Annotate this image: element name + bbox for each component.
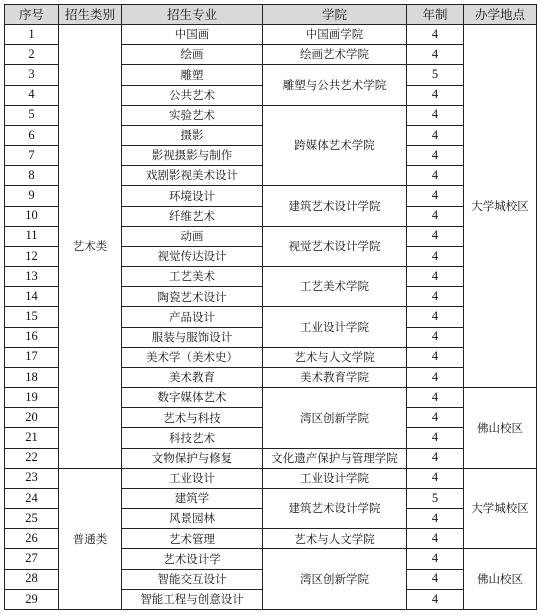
major-cell: 绘画 (122, 45, 263, 65)
years-cell: 4 (407, 105, 464, 125)
college-cell: 建筑艺术设计学院 (263, 186, 407, 226)
serial-cell: 29 (5, 589, 59, 609)
major-cell: 美术教育 (122, 367, 263, 387)
college-cell: 艺术与人文学院 (263, 347, 407, 367)
years-cell: 4 (407, 549, 464, 569)
serial-cell: 14 (5, 287, 59, 307)
serial-cell: 16 (5, 327, 59, 347)
college-cell: 工业设计学院 (263, 307, 407, 347)
major-cell: 风景园林 (122, 509, 263, 529)
header-category: 招生类别 (59, 5, 122, 25)
header-location: 办学地点 (464, 5, 537, 25)
location-cell: 佛山校区 (464, 388, 537, 469)
college-cell: 视觉艺术设计学院 (263, 226, 407, 266)
years-cell: 4 (407, 468, 464, 488)
years-cell: 4 (407, 146, 464, 166)
college-cell: 湾区创新学院 (263, 549, 407, 610)
serial-cell: 5 (5, 105, 59, 125)
major-cell: 科技艺术 (122, 428, 263, 448)
major-cell: 美术学（美术史） (122, 347, 263, 367)
table-row (5, 468, 537, 488)
years-cell: 4 (407, 307, 464, 327)
years-cell: 4 (407, 246, 464, 266)
years-cell: 4 (407, 267, 464, 287)
years-cell: 4 (407, 226, 464, 246)
category-cell: 艺术类 (59, 25, 122, 469)
years-cell: 4 (407, 428, 464, 448)
major-cell: 动画 (122, 226, 263, 246)
serial-cell: 15 (5, 307, 59, 327)
college-cell: 工业设计学院 (263, 468, 407, 488)
years-cell: 4 (407, 25, 464, 45)
years-cell: 5 (407, 65, 464, 85)
serial-cell: 25 (5, 509, 59, 529)
years-cell: 4 (407, 287, 464, 307)
serial-cell: 27 (5, 549, 59, 569)
major-cell: 智能交互设计 (122, 569, 263, 589)
major-cell: 戏剧影视美术设计 (122, 166, 263, 186)
serial-cell: 18 (5, 367, 59, 387)
major-cell: 纤维艺术 (122, 206, 263, 226)
years-cell: 4 (407, 448, 464, 468)
serial-cell: 26 (5, 529, 59, 549)
major-cell: 数字媒体艺术 (122, 388, 263, 408)
years-cell: 4 (407, 45, 464, 65)
header-college: 学院 (263, 5, 407, 25)
college-cell: 中国画学院 (263, 25, 407, 45)
years-cell: 4 (407, 529, 464, 549)
serial-cell: 20 (5, 408, 59, 428)
college-cell: 绘画艺术学院 (263, 45, 407, 65)
serial-cell: 6 (5, 125, 59, 145)
major-cell: 文物保护与修复 (122, 448, 263, 468)
admission-majors-table (4, 4, 537, 610)
serial-cell: 4 (5, 85, 59, 105)
major-cell: 公共艺术 (122, 85, 263, 105)
header-row (5, 5, 537, 25)
serial-cell: 9 (5, 186, 59, 206)
header-major: 招生专业 (122, 5, 263, 25)
college-cell: 跨媒体艺术学院 (263, 105, 407, 186)
major-cell: 工艺美术 (122, 267, 263, 287)
table-body (5, 25, 537, 610)
major-cell: 智能工程与创意设计 (122, 589, 263, 609)
serial-cell: 3 (5, 65, 59, 85)
serial-cell: 10 (5, 206, 59, 226)
major-cell: 实验艺术 (122, 105, 263, 125)
major-cell: 中国画 (122, 25, 263, 45)
serial-cell: 24 (5, 488, 59, 508)
college-cell: 工艺美术学院 (263, 267, 407, 307)
serial-cell: 19 (5, 388, 59, 408)
serial-cell: 17 (5, 347, 59, 367)
serial-cell: 2 (5, 45, 59, 65)
college-cell: 文化遗产保护与管理学院 (263, 448, 407, 468)
years-cell: 5 (407, 488, 464, 508)
major-cell: 摄影 (122, 125, 263, 145)
college-cell: 艺术与人文学院 (263, 529, 407, 549)
header-serial: 序号 (5, 5, 59, 25)
location-cell: 大学城校区 (464, 468, 537, 549)
table-row (5, 25, 537, 45)
serial-cell: 22 (5, 448, 59, 468)
years-cell: 4 (407, 125, 464, 145)
years-cell: 4 (407, 367, 464, 387)
serial-cell: 8 (5, 166, 59, 186)
major-cell: 艺术与科技 (122, 408, 263, 428)
years-cell: 4 (407, 186, 464, 206)
years-cell: 4 (407, 589, 464, 609)
serial-cell: 23 (5, 468, 59, 488)
years-cell: 4 (407, 408, 464, 428)
years-cell: 4 (407, 388, 464, 408)
serial-cell: 21 (5, 428, 59, 448)
serial-cell: 13 (5, 267, 59, 287)
years-cell: 4 (407, 327, 464, 347)
serial-cell: 1 (5, 25, 59, 45)
college-cell: 湾区创新学院 (263, 388, 407, 449)
location-cell: 大学城校区 (464, 25, 537, 388)
years-cell: 4 (407, 166, 464, 186)
college-cell: 雕塑与公共艺术学院 (263, 65, 407, 105)
major-cell: 环境设计 (122, 186, 263, 206)
major-cell: 陶瓷艺术设计 (122, 287, 263, 307)
serial-cell: 28 (5, 569, 59, 589)
major-cell: 产品设计 (122, 307, 263, 327)
serial-cell: 7 (5, 146, 59, 166)
years-cell: 4 (407, 347, 464, 367)
category-cell: 普通类 (59, 468, 122, 609)
years-cell: 4 (407, 569, 464, 589)
major-cell: 雕塑 (122, 65, 263, 85)
years-cell: 4 (407, 509, 464, 529)
college-cell: 建筑艺术设计学院 (263, 488, 407, 528)
serial-cell: 11 (5, 226, 59, 246)
major-cell: 艺术设计学 (122, 549, 263, 569)
major-cell: 工业设计 (122, 468, 263, 488)
years-cell: 4 (407, 206, 464, 226)
location-cell: 佛山校区 (464, 549, 537, 610)
major-cell: 视觉传达设计 (122, 246, 263, 266)
header-years: 年制 (407, 5, 464, 25)
serial-cell: 12 (5, 246, 59, 266)
major-cell: 艺术管理 (122, 529, 263, 549)
years-cell: 4 (407, 85, 464, 105)
major-cell: 建筑学 (122, 488, 263, 508)
major-cell: 服装与服饰设计 (122, 327, 263, 347)
major-cell: 影视摄影与制作 (122, 146, 263, 166)
college-cell: 美术教育学院 (263, 367, 407, 387)
